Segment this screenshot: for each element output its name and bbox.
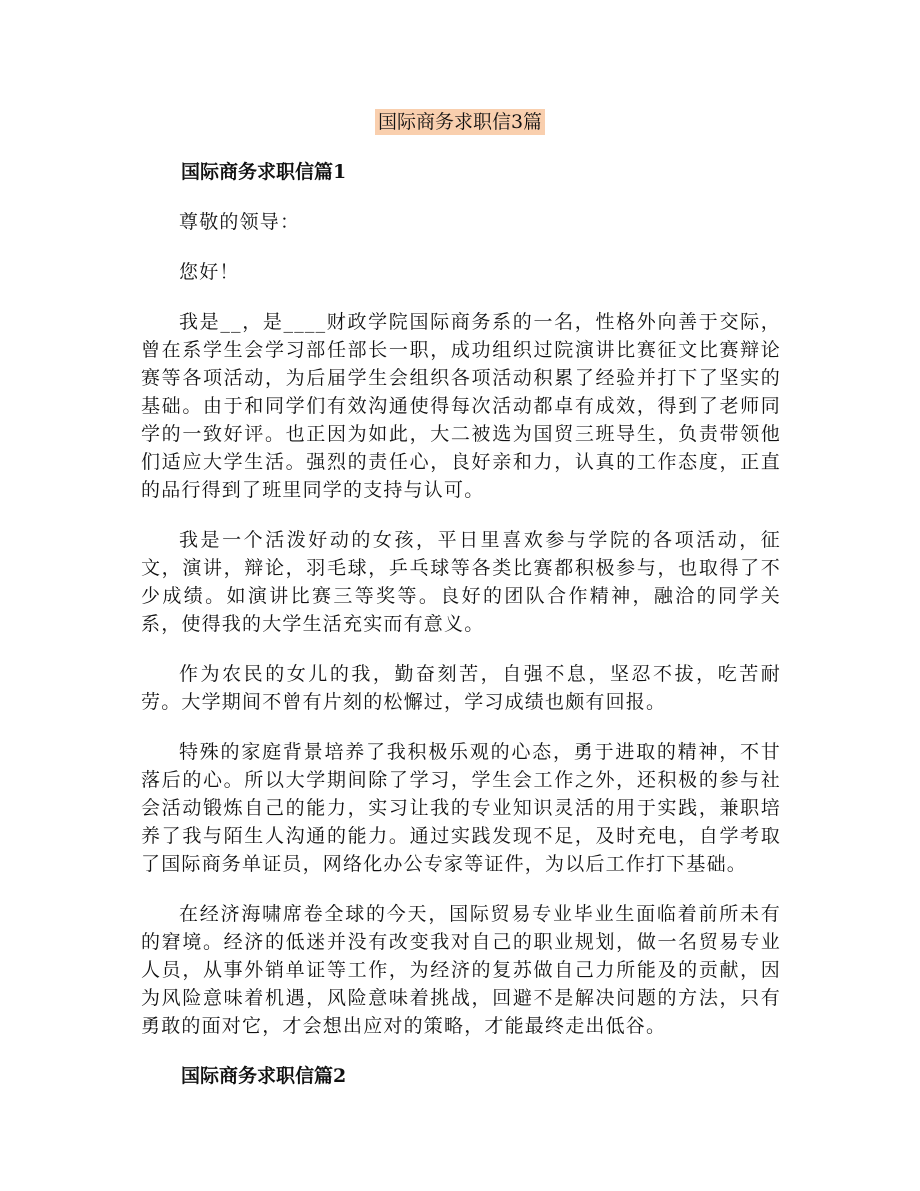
- paragraph-4: 特殊的家庭背景培养了我积极乐观的心态，勇于进取的精神，不甘落后的心。所以大学期间除了学习，学生会工作之外，还积极的参与社会活动锻炼自己的能力，实习让我的专业知识灵活的用于实践，兼职培养了我与陌生人沟通的能力。通过实践发现不足，及时充电，自学考取了国际商务单证员，网络化办公专家等证件，为以后工作打下基础。: [141, 741, 781, 875]
- document-body: [141, 158, 781, 1112]
- section-heading-1: 国际商务求职信篇1: [181, 161, 347, 183]
- paragraph-1: 我是__，是____财政学院国际商务系的一名，性格外向善于交际，曾在系学生会学习部任部长一职，成功组织过院演讲比赛征文比赛辩论赛等各项活动，为后届学生会组织各项活动积累了经验并打下了坚实的基础。由于和同学们有效沟通使得每次活动都卓有成效，得到了老师同学的一致好评。也正因为如此，大二被选为国贸三班导生，负责带领他们适应大学生活。强烈的责任心，良好亲和力，认真的工作态度，正直的品行得到了班里同学的支持与认可。: [141, 311, 781, 501]
- document-title: [0, 108, 920, 136]
- paragraph-3: 作为农民的女儿的我，勤奋刻苦，自强不息，坚忍不拔，吃苦耐劳。大学期间不曾有片刻的松懈过，学习成绩也颇有回报。: [141, 663, 781, 713]
- salutation: 尊敬的领导：: [179, 211, 301, 233]
- paragraph-2: 我是一个活泼好动的女孩，平日里喜欢参与学院的各项活动，征文，演讲，辩论，羽毛球，乒乓球等各类比赛都积极参与，也取得了不少成绩。如演讲比赛三等奖等。良好的团队合作精神，融洽的同学关系，使得我的大学生活充实而有意义。: [141, 529, 781, 635]
- greeting: 您好！: [179, 261, 240, 283]
- section-heading-2: 国际商务求职信篇2: [181, 1065, 347, 1087]
- document-title-text: 国际商务求职信3篇: [375, 109, 545, 135]
- paragraph-5: 在经济海啸席卷全球的今天，国际贸易专业毕业生面临着前所未有的窘境。经济的低迷并没有改变我对自己的职业规划，做一名贸易专业人员，从事外销单证等工作，为经济的复苏做自己力所能及的贡献，因为风险意味着机遇，风险意味着挑战，回避不是解决问题的方法，只有勇敢的面对它，才会想出应对的策略，才能最终走出低谷。: [141, 903, 781, 1037]
